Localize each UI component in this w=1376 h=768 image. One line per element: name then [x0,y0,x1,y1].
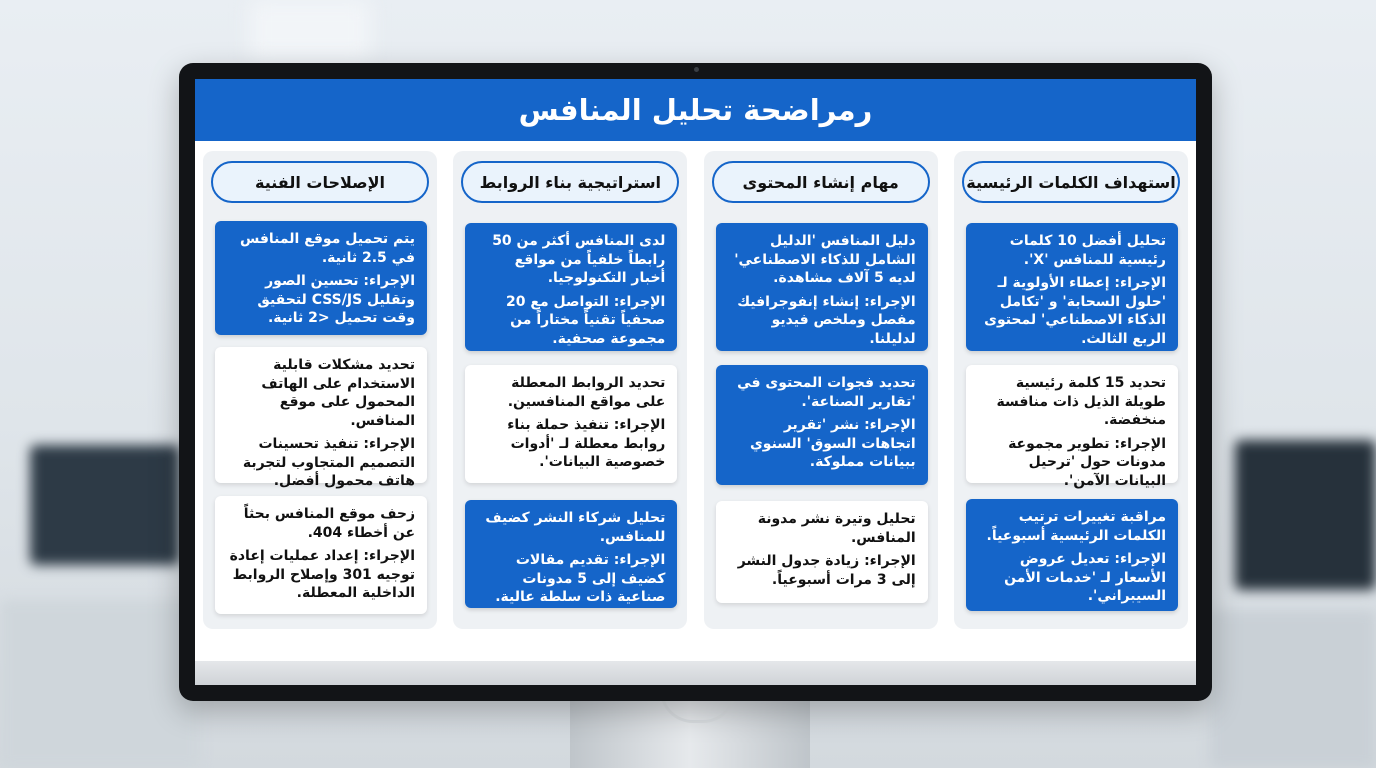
card-finding: تحديد الروابط المعطلة على مواقع المنافسين. [507,375,666,410]
monitor [179,63,1212,701]
card-action: الإجراء: تحسين الصور وتقليل CSS/JS لتحقيق وقت تحميل <2 ثانية. [257,273,416,326]
column-header[interactable]: الإصلاحات الفنية [211,161,429,203]
card-action: الإجراء: تطوير مجموعة مدونات حول 'ترحيل البيانات الآمن'. [1008,435,1166,489]
task-card[interactable] [966,223,1178,351]
card-action: الإجراء: إعطاء الأولوية لـ 'حلول السحابة' و 'تكامل الذكاء الاصطناعي' لمحتوى الربع الثالث. [984,275,1166,347]
card-finding: يتم تحميل موقع المنافس في 2.5 ثانية. [239,231,416,266]
card-finding: مراقبة تغييرات ترتيب الكلمات الرئيسية أسبوعياً. [986,509,1166,544]
background-left-desk [0,600,200,768]
board-columns [203,151,1188,631]
card-finding: تحليل شركاء النشر كضيف للمنافس. [485,510,666,545]
column-header[interactable]: استهداف الكلمات الرئيسية [962,161,1180,203]
card-finding: تحديد مشكلات قابلية الاستخدام على الهاتف المحمول على موقع المنافس. [261,357,416,429]
card-action: الإجراء: تنفيذ تحسينات التصميم المتجاوب لتجربة هاتف محمول أفضل. [242,436,416,489]
background-right-monitor [1235,440,1376,590]
task-card[interactable] [716,365,928,485]
task-card[interactable] [966,365,1178,489]
task-card[interactable] [465,365,677,483]
task-card[interactable] [465,223,677,351]
webcam-icon [694,67,699,72]
card-finding: تحديد فجوات المحتوى في 'تقارير الصناعة'. [737,375,916,410]
background-right-desk [1210,610,1376,768]
card-action: الإجراء: التواصل مع 20 صحفياً تقنياً مختاراً من مجموعة صحفية. [506,293,666,347]
card-finding: تحليل وتيرة نشر مدونة المنافس. [757,511,916,546]
screen-bottom-bar [195,661,1196,685]
title-bar [195,79,1196,141]
card-finding: لدى المنافس أكثر من 50 رابطاً خلفياً من مواقع أخبار التكنولوجيا. [492,233,666,286]
background-left-monitor [30,445,180,565]
card-finding: دليل المنافس 'الدليل الشامل للذكاء الاصطناعي' لديه 5 آلاف مشاهدة. [734,233,916,286]
task-card[interactable] [716,223,928,351]
card-action: الإجراء: تعديل عروض الأسعار لـ 'خدمات الأمن السيبراني'. [1004,551,1166,604]
card-action: الإجراء: تنفيذ حملة بناء روابط معطلة لـ 'أدوات خصوصية البيانات'. [507,417,666,470]
card-action: الإجراء: إنشاء إنفوجرافيك مفصل وملخص فيديو لدليلنا. [737,293,916,347]
card-finding: زحف موقع المنافس بحثاً عن أخطاء 404. [243,506,416,541]
task-card[interactable] [465,500,677,608]
task-card[interactable] [215,221,427,335]
column-technical-fixes [203,151,437,629]
task-card[interactable] [716,501,928,603]
screen [195,79,1196,685]
column-header[interactable]: مهام إنشاء المحتوى [712,161,930,203]
card-finding: تحليل أفضل 10 كلمات رئيسية للمنافس 'X'. [1009,233,1166,268]
task-card[interactable] [215,496,427,614]
card-action: الإجراء: تقديم مقالات كضيف إلى 5 مدونات صناعية ذات سلطة عالية. [495,552,666,605]
column-header[interactable]: استراتيجية بناء الروابط [461,161,679,203]
card-action: الإجراء: زيادة جدول النشر إلى 3 مرات أسبوعياً. [737,553,916,588]
card-finding: تحديد 15 كلمة رئيسية طويلة الذيل ذات منافسة منخفضة. [996,375,1166,428]
column-link-building [453,151,687,629]
column-keyword-targeting [954,151,1188,629]
column-content-creation [704,151,938,629]
background-wall [250,0,370,60]
card-action: الإجراء: نشر 'تقرير اتجاهات السوق' السنوي ببيانات مملوكة. [749,417,916,470]
card-action: الإجراء: إعداد عمليات إعادة توجيه 301 وإصلاح الروابط الداخلية المعطلة. [229,548,416,601]
page-title: رمراضحة تحليل المنافس [518,93,873,127]
task-card[interactable] [966,499,1178,611]
task-card[interactable] [215,347,427,489]
